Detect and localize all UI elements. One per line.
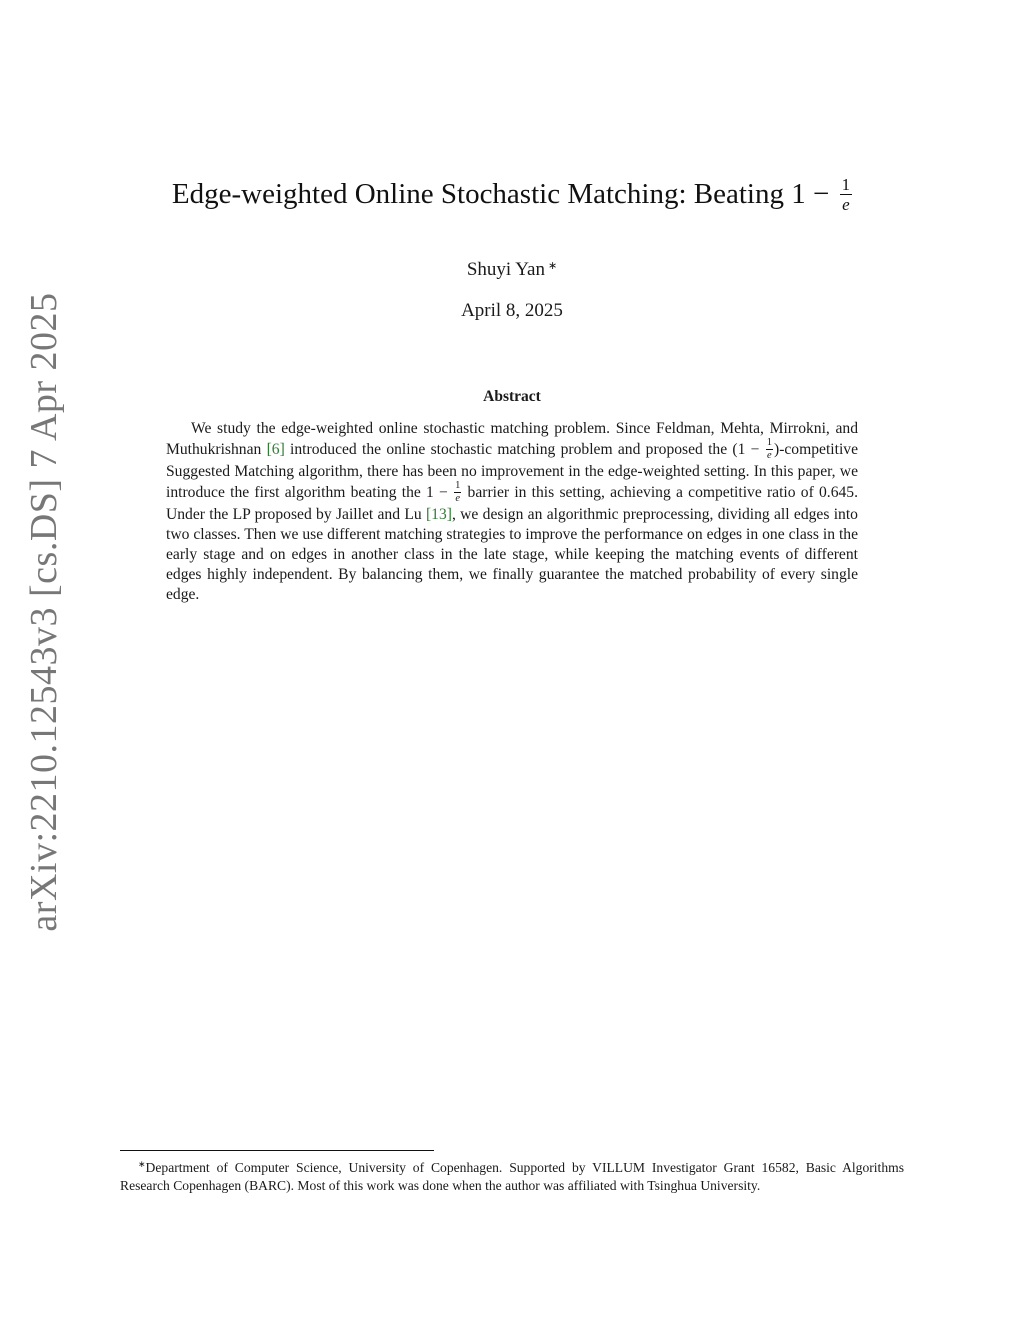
citation-link-13[interactable]: [13]	[425, 506, 452, 523]
abstract-fraction-2-denominator: e	[455, 492, 461, 504]
paper-title	[0, 175, 1024, 215]
paper-title-text: Edge-weighted Online Stochastic Matching: Beating 1 −	[171, 178, 837, 211]
title-fraction-denominator: e	[842, 195, 850, 214]
paper-date: April 8, 2025	[461, 300, 563, 321]
abstract-fraction-2	[454, 481, 461, 504]
footnote-mark: ∗	[138, 1159, 146, 1169]
abstract-fraction-1-denominator: e	[767, 449, 772, 461]
abstract-text-2: introduced the online stochastic matching problem and proposed the (1 −	[284, 441, 765, 459]
footnote-text: Department of Computer Science, University of Copenhagen. Supported by VILLUM Investigator Grant 16582, Basic Algorithms Research Copenhagen (BARC). Most of this work was done when the author was affiliated with Tsinghua University.	[120, 1160, 904, 1193]
abstract-text-4: barrier in this setting, achieving a competitive ratio of 0.645. Under the LP proposed by Jaillet and Lu	[166, 484, 858, 523]
abstract-body	[166, 419, 858, 605]
title-fraction	[840, 176, 853, 213]
abstract-text-5: , we design an algorithmic preprocessing, dividing all edges into two classes. Then we use different matching strategies to improve the performance on edges in one class in the early stage and on edges in another class in the late stage, while keeping the matching events of different edges highly independent. By balancing them, we finally guarantee the matched probability of every single edge.	[166, 506, 858, 603]
author-line	[0, 259, 1024, 281]
title-fraction-numerator: 1	[841, 175, 851, 194]
abstract-fraction-2-numerator: 1	[455, 480, 461, 491]
abstract-text-1: We study the edge-weighted online stochastic matching problem. Since Feldman, Mehta, Mirrokni, and Muthukrishnan	[166, 420, 858, 459]
arxiv-identifier-text: arXiv:2210.12543v3 [cs.DS] 7 Apr 2025	[23, 292, 65, 932]
abstract-fraction-1	[766, 438, 773, 461]
author-footnote-mark: ∗	[547, 260, 558, 272]
abstract-heading: Abstract	[483, 388, 541, 405]
citation-link-6[interactable]: [6]	[266, 441, 285, 459]
abstract-text-3: )-competitive Suggested Matching algorithm, there has been no improvement in the edge-weighted setting. In this paper, we introduce the first algorithm beating the 1 −	[166, 441, 858, 502]
footnote-rule	[120, 1150, 434, 1151]
author-name: Shuyi Yan	[466, 259, 545, 280]
abstract-fraction-1-numerator: 1	[766, 437, 772, 448]
footnote	[120, 1155, 904, 1195]
